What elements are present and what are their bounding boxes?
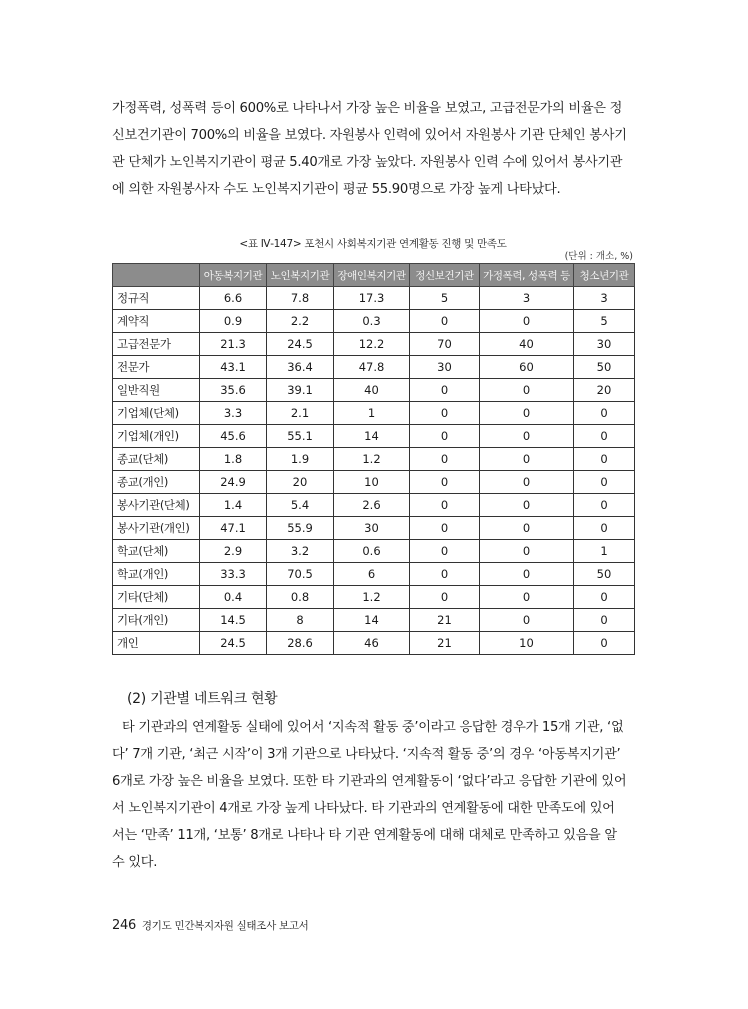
table-cell: 30	[334, 517, 410, 540]
table-cell: 0	[410, 586, 480, 609]
table-cell: 3	[574, 287, 635, 310]
row-label: 일반직원	[113, 379, 200, 402]
table-cell: 20	[267, 471, 334, 494]
column-header: 장애인복지기관	[334, 264, 410, 287]
table-cell: 21	[410, 609, 480, 632]
table-cell: 20	[574, 379, 635, 402]
body-line: 서는 ‘만족’ 11개, ‘보통’ 8개로 나타나 타 기관 연계활동에 대해 대체로 만족하고 있음을 알	[112, 828, 617, 843]
table-cell: 2.6	[334, 494, 410, 517]
table-cell: 0	[480, 425, 574, 448]
table-cell: 1.2	[334, 586, 410, 609]
table-cell: 0	[574, 517, 635, 540]
table-cell: 0	[574, 632, 635, 655]
table-cell: 0	[480, 517, 574, 540]
table-cell: 0	[480, 402, 574, 425]
page-footer	[112, 918, 309, 933]
row-label: 기타(단체)	[113, 586, 200, 609]
table-cell: 28.6	[267, 632, 334, 655]
table-cell: 5.4	[267, 494, 334, 517]
table-cell: 0	[410, 471, 480, 494]
intro-line: 가정폭력, 성폭력 등이 600%로 나타나서 가장 높은 비율을 보였고, 고급전문가의 비율은 정	[112, 101, 623, 116]
row-label: 학교(단체)	[113, 540, 200, 563]
table-cell: 2.9	[200, 540, 267, 563]
table-cell: 70	[410, 333, 480, 356]
table-cell: 0	[410, 402, 480, 425]
table-row	[113, 609, 635, 632]
column-header: 청소년기관	[574, 264, 635, 287]
table-cell: 21	[410, 632, 480, 655]
table-cell: 24.5	[200, 632, 267, 655]
table-cell: 0	[480, 609, 574, 632]
table-cell: 46	[334, 632, 410, 655]
table-row	[113, 287, 635, 310]
table-row	[113, 471, 635, 494]
header-row	[113, 264, 635, 287]
table-body	[113, 287, 635, 655]
table-cell: 0	[574, 586, 635, 609]
table-cell: 0	[574, 609, 635, 632]
table-cell: 5	[574, 310, 635, 333]
intro-paragraph	[112, 95, 634, 203]
table-cell: 33.3	[200, 563, 267, 586]
table-cell: 70.5	[267, 563, 334, 586]
column-header: 정신보건기관	[410, 264, 480, 287]
table-row	[113, 494, 635, 517]
table-cell: 0	[410, 494, 480, 517]
table-cell: 1.4	[200, 494, 267, 517]
table-cell: 12.2	[334, 333, 410, 356]
table-unit: (단위 : 개소, %)	[564, 251, 633, 262]
table-cell: 0	[574, 402, 635, 425]
body-line: 수 있다.	[112, 855, 158, 870]
table-row	[113, 356, 635, 379]
table-cell: 0	[410, 379, 480, 402]
table-cell: 35.6	[200, 379, 267, 402]
row-label: 전문가	[113, 356, 200, 379]
table-cell: 0	[574, 494, 635, 517]
table-cell: 0.4	[200, 586, 267, 609]
body-line: 서 노인복지기관이 4개로 가장 높게 나타났다. 타 기관과의 연계활동에 대한 만족도에 있어	[112, 801, 615, 816]
table-cell: 3	[480, 287, 574, 310]
table-cell: 0.6	[334, 540, 410, 563]
table-cell: 24.5	[267, 333, 334, 356]
table-row	[113, 632, 635, 655]
report-title: 경기도 민간복지자원 실태조사 보고서	[141, 920, 309, 932]
table-cell: 45.6	[200, 425, 267, 448]
table-cell: 0	[480, 586, 574, 609]
intro-line: 관 단체가 노인복지기관이 평균 5.40개로 가장 높았다. 자원봉사 인력 수에 있어서 봉사기관	[112, 155, 623, 170]
table-cell: 7.8	[267, 287, 334, 310]
table-cell: 0	[480, 540, 574, 563]
table-cell: 30	[574, 333, 635, 356]
table-cell: 0	[480, 310, 574, 333]
table-row	[113, 310, 635, 333]
table-cell: 1.2	[334, 448, 410, 471]
table-cell: 40	[334, 379, 410, 402]
table-cell: 1.8	[200, 448, 267, 471]
row-label: 기타(개인)	[113, 609, 200, 632]
table-cell: 50	[574, 563, 635, 586]
table-cell: 0	[480, 471, 574, 494]
table-row	[113, 517, 635, 540]
table-cell: 21.3	[200, 333, 267, 356]
page-number: 246	[112, 918, 136, 933]
table-cell: 0	[480, 563, 574, 586]
table-cell: 0	[410, 310, 480, 333]
row-label: 기업체(단체)	[113, 402, 200, 425]
data-table	[112, 263, 635, 655]
column-header: 가정폭력, 성폭력 등	[480, 264, 574, 287]
row-label: 기업체(개인)	[113, 425, 200, 448]
row-label: 봉사기관(단체)	[113, 494, 200, 517]
table-cell: 2.2	[267, 310, 334, 333]
table-cell: 47.8	[334, 356, 410, 379]
table-cell: 14	[334, 425, 410, 448]
row-label: 계약직	[113, 310, 200, 333]
table-cell: 0	[574, 471, 635, 494]
column-header: 아동복지기관	[200, 264, 267, 287]
table-cell: 0	[480, 379, 574, 402]
body-line: 다’ 7개 기관, ‘최근 시작’이 3개 기관으로 나타났다. ‘지속적 활동 중’의 경우 ‘아동복지기관’	[112, 747, 621, 762]
row-label: 정규직	[113, 287, 200, 310]
table-cell: 8	[267, 609, 334, 632]
table-cell: 43.1	[200, 356, 267, 379]
table-cell: 0	[410, 425, 480, 448]
table-cell: 39.1	[267, 379, 334, 402]
column-header	[113, 264, 200, 287]
table-row	[113, 333, 635, 356]
row-label: 종교(개인)	[113, 471, 200, 494]
row-label: 개인	[113, 632, 200, 655]
table-cell: 6	[334, 563, 410, 586]
body-line: 6개로 가장 높은 비율을 보였다. 또한 타 기관과의 연계활동이 ‘없다’라고 응답한 기관에 있어	[112, 774, 627, 789]
table-cell: 3.2	[267, 540, 334, 563]
table-cell: 50	[574, 356, 635, 379]
table-cell: 36.4	[267, 356, 334, 379]
table-cell: 10	[334, 471, 410, 494]
section-heading: (2) 기관별 네트워크 현황	[127, 691, 278, 707]
table-cell: 0	[574, 448, 635, 471]
table-cell: 0	[574, 425, 635, 448]
table-cell: 0.9	[200, 310, 267, 333]
table-row	[113, 586, 635, 609]
row-label: 고급전문가	[113, 333, 200, 356]
table-row	[113, 425, 635, 448]
table-cell: 14.5	[200, 609, 267, 632]
table-cell: 3.3	[200, 402, 267, 425]
table-cell: 0	[410, 448, 480, 471]
table-cell: 47.1	[200, 517, 267, 540]
table-cell: 1	[574, 540, 635, 563]
row-label: 봉사기관(개인)	[113, 517, 200, 540]
table-cell: 24.9	[200, 471, 267, 494]
table-cell: 60	[480, 356, 574, 379]
row-label: 종교(단체)	[113, 448, 200, 471]
table-cell: 0	[410, 540, 480, 563]
table-cell: 55.9	[267, 517, 334, 540]
table-row	[113, 540, 635, 563]
column-header: 노인복지기관	[267, 264, 334, 287]
table-cell: 0.3	[334, 310, 410, 333]
table-row	[113, 402, 635, 425]
table-cell: 14	[334, 609, 410, 632]
row-label: 학교(개인)	[113, 563, 200, 586]
table-cell: 2.1	[267, 402, 334, 425]
body-paragraph	[112, 714, 634, 876]
body-line: 타 기관과의 연계활동 실태에 있어서 ‘지속적 활동 중’이라고 응답한 경우가 15개 기관, ‘없	[122, 720, 624, 735]
intro-line: 에 의한 자원봉사자 수도 노인복지기관이 평균 55.90명으로 가장 높게 나타났다.	[112, 182, 561, 197]
table-cell: 0	[410, 517, 480, 540]
table-row	[113, 563, 635, 586]
table-row	[113, 448, 635, 471]
table-cell: 0	[410, 563, 480, 586]
intro-line: 신보건기관이 700%의 비율을 보였다. 자원봉사 인력에 있어서 자원봉사 기관 단체인 봉사기	[112, 128, 627, 143]
table-row	[113, 379, 635, 402]
table-cell: 1.9	[267, 448, 334, 471]
table-caption: <표 Ⅳ-147> 포천시 사회복지기관 연계활동 진행 및 만족도	[239, 238, 507, 250]
table-cell: 40	[480, 333, 574, 356]
table-cell: 30	[410, 356, 480, 379]
table-cell: 0.8	[267, 586, 334, 609]
table-cell: 1	[334, 402, 410, 425]
table-cell: 55.1	[267, 425, 334, 448]
table-cell: 6.6	[200, 287, 267, 310]
table-cell: 5	[410, 287, 480, 310]
table-cell: 0	[480, 448, 574, 471]
table-cell: 17.3	[334, 287, 410, 310]
table-header	[113, 264, 635, 287]
table-cell: 0	[480, 494, 574, 517]
table-cell: 10	[480, 632, 574, 655]
